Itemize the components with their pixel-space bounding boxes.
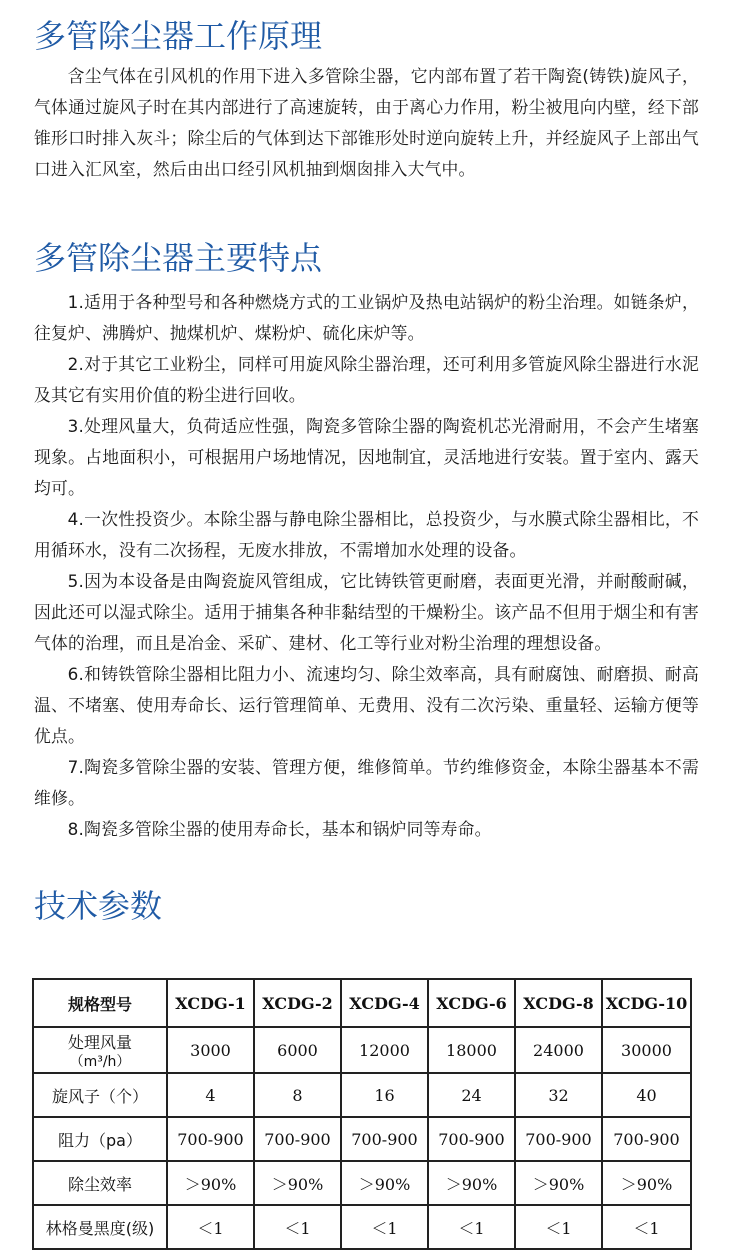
- feature-item: 5.因为本设备是由陶瓷旋风管组成，它比铸铁管更耐磨，表面更光滑，并耐酸耐碱，因此还可以湿式除尘。适用于捕集各种非黏结型的干燥粉尘。该产品不但用于烟尘和有害气体的治理，而且是冶金、采矿、建材、化工等行业对粉尘治理的理想设备。: [34, 571, 699, 653]
- value-cell: 40: [602, 1073, 691, 1117]
- model-cell: XCDG-8: [515, 979, 602, 1027]
- model-cell: XCDG-4: [341, 979, 428, 1027]
- row-label-cell: 林格曼黑度(级): [33, 1205, 167, 1249]
- feature-item: 4.一次性投资少。本除尘器与静电除尘器相比，总投资少，与水膜式除尘器相比，不用循环水，没有二次扬程，无废水排放，不需增加水处理的设备。: [34, 509, 699, 560]
- value-cell: ＜1: [602, 1205, 691, 1249]
- value-cell: ＜1: [341, 1205, 428, 1249]
- model-cell: XCDG-1: [167, 979, 254, 1027]
- model-cell: XCDG-2: [254, 979, 341, 1027]
- header-label-cell: 规格型号: [33, 979, 167, 1027]
- principle-text: 含尘气体在引风机的作用下进入多管除尘器，它内部布置了若干陶瓷(铸铁)旋风子，气体通过旋风子时在其内部进行了高速旋转，由于离心力作用，粉尘被甩向内壁，经下部锥形口时排入灰斗；除尘后的气体到达下部锥形处时逆向旋转上升，并经旋风子上部出气口进入汇风室，然后由出口经引风机抽到烟囱排入大气中。: [34, 66, 699, 179]
- value-cell: ＞90%: [428, 1161, 515, 1205]
- value-cell: 6000: [254, 1027, 341, 1073]
- feature-item: 3.处理风量大，负荷适应性强，陶瓷多管除尘器的陶瓷机芯光滑耐用，不会产生堵塞现象。占地面积小，可根据用户场地情况，因地制宜，灵活地进行安装。置于室内、露天均可。: [34, 416, 699, 498]
- value-cell: ＜1: [254, 1205, 341, 1249]
- feature-item: 2.对于其它工业粉尘，同样可用旋风除尘器治理，还可利用多管旋风除尘器进行水泥及其它有实用价值的粉尘进行回收。: [34, 354, 699, 405]
- row-label-cell: [33, 1027, 167, 1073]
- value-cell: 16: [341, 1073, 428, 1117]
- value-cell: 700-900: [515, 1117, 602, 1161]
- feature-item: 6.和铸铁管除尘器相比阻力小、流速均匀、除尘效率高，具有耐腐蚀、耐磨损、耐高温、不堵塞、使用寿命长、运行管理简单、无费用、没有二次污染、重量轻、运输方便等优点。: [34, 664, 699, 746]
- feature-item: 8.陶瓷多管除尘器的使用寿命长，基本和锅炉同等寿命。: [67, 819, 492, 839]
- specs-heading: 技术参数: [34, 887, 163, 925]
- feature-item: 1.适用于各种型号和各种燃烧方式的工业锅炉及热电站锅炉的粉尘治理。如链条炉，往复炉、沸腾炉、抛煤机炉、煤粉炉、硫化床炉等。: [34, 292, 699, 343]
- value-cell: ＜1: [428, 1205, 515, 1249]
- value-cell: 24: [428, 1073, 515, 1117]
- row-label-cell: 旋风子（个）: [33, 1073, 167, 1117]
- value-cell: ＞90%: [341, 1161, 428, 1205]
- value-cell: 700-900: [602, 1117, 691, 1161]
- row-label: 处理风量: [67, 1032, 132, 1052]
- principle-heading: 多管除尘器工作原理: [34, 17, 323, 55]
- value-cell: 24000: [515, 1027, 602, 1073]
- value-cell: 700-900: [341, 1117, 428, 1161]
- row-label-cell: 阻力（pa）: [33, 1117, 167, 1161]
- value-cell: ＞90%: [515, 1161, 602, 1205]
- value-cell: 32: [515, 1073, 602, 1117]
- feature-item: 7.陶瓷多管除尘器的安装、管理方便，维修简单。节约维修资金，本除尘器基本不需维修。: [34, 757, 699, 808]
- value-cell: 18000: [428, 1027, 515, 1073]
- table-row: [33, 1161, 691, 1205]
- table-header-row: [33, 979, 691, 1027]
- features-heading: 多管除尘器主要特点: [34, 239, 323, 277]
- value-cell: 700-900: [428, 1117, 515, 1161]
- value-cell: 4: [167, 1073, 254, 1117]
- value-cell: 30000: [602, 1027, 691, 1073]
- row-sublabel: （m³/h）: [69, 1053, 131, 1070]
- features-list: [0, 287, 735, 845]
- table-row: [33, 1205, 691, 1249]
- model-cell: XCDG-6: [428, 979, 515, 1027]
- value-cell: ＞90%: [254, 1161, 341, 1205]
- row-label-cell: 除尘效率: [33, 1161, 167, 1205]
- model-cell: XCDG-10: [602, 979, 691, 1027]
- value-cell: 700-900: [254, 1117, 341, 1161]
- value-cell: 8: [254, 1073, 341, 1117]
- value-cell: 700-900: [167, 1117, 254, 1161]
- value-cell: 3000: [167, 1027, 254, 1073]
- value-cell: ＜1: [167, 1205, 254, 1249]
- table-row: [33, 1027, 691, 1073]
- spec-table: [32, 978, 692, 1250]
- table-row: [33, 1117, 691, 1161]
- table-row: [33, 1073, 691, 1117]
- value-cell: ＜1: [515, 1205, 602, 1249]
- value-cell: ＞90%: [167, 1161, 254, 1205]
- value-cell: ＞90%: [602, 1161, 691, 1205]
- value-cell: 12000: [341, 1027, 428, 1073]
